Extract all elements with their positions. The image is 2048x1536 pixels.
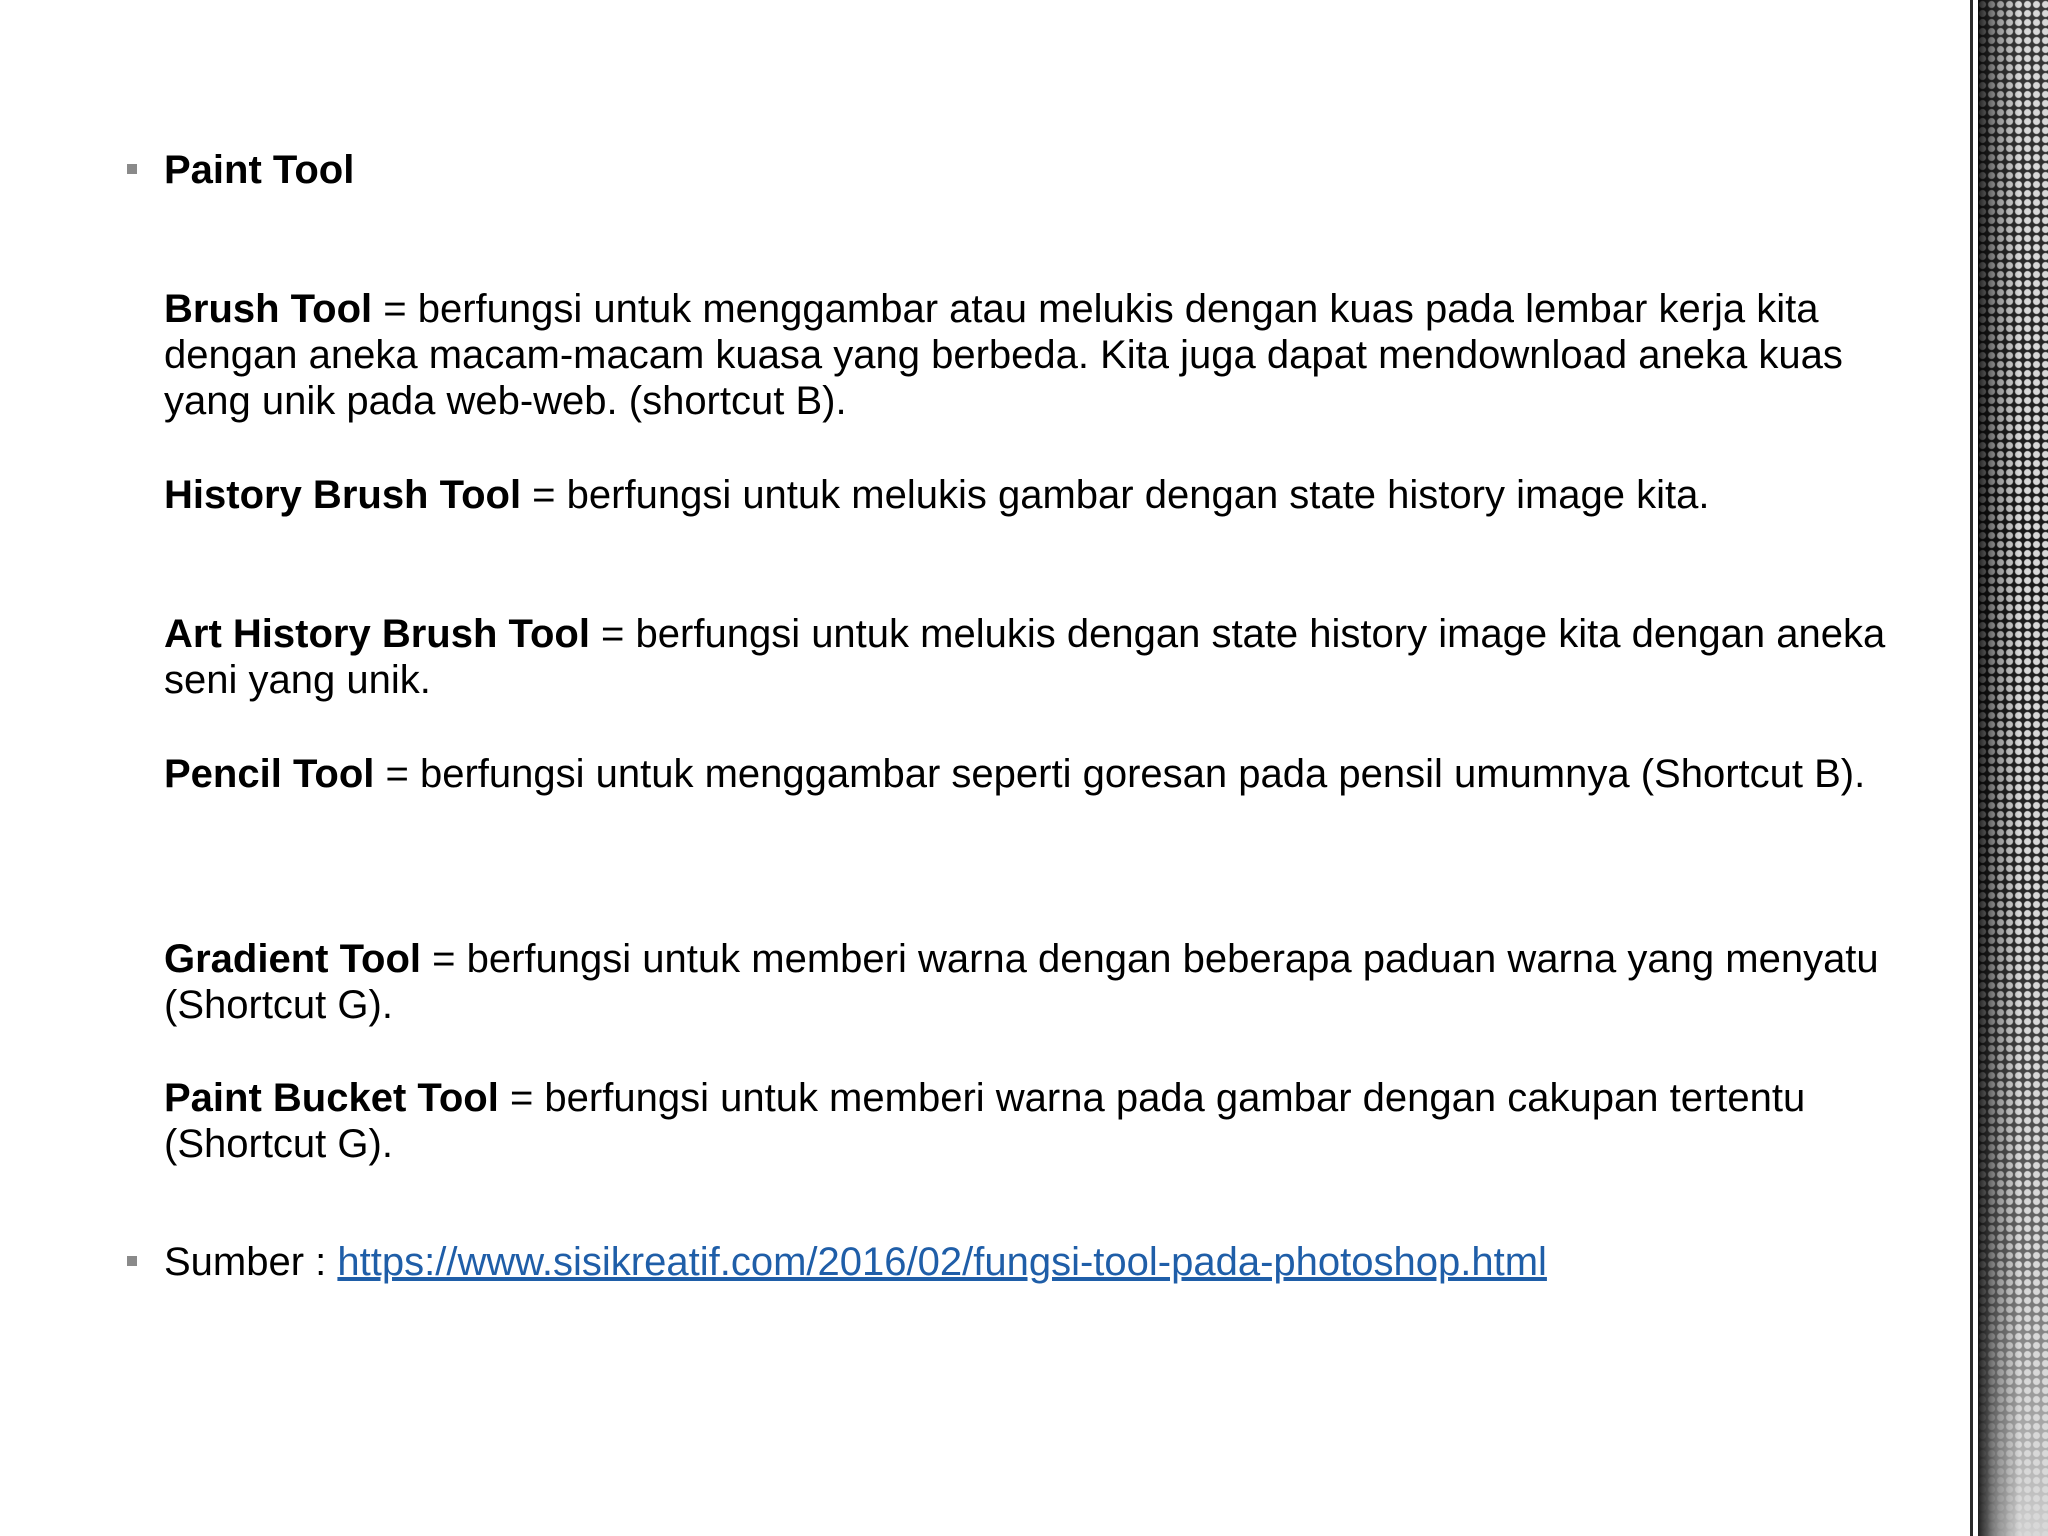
item-description: = berfungsi untuk menggambar atau melukis dengan kuas pada lembar kerja kita dengan aneka macam-macam kuasa yang berbeda. Kita juga dapat mendownload aneka kuas yang unik pada web-web. (shortcut B). <box>164 287 1843 423</box>
square-bullet-icon <box>127 164 137 174</box>
source-label: Sumber : <box>164 1240 338 1284</box>
section-heading: Paint Tool <box>164 148 355 192</box>
item-art-history-brush-tool <box>164 611 1904 703</box>
item-term: Pencil Tool <box>164 752 375 796</box>
item-description: = berfungsi untuk melukis gambar dengan state history image kita. <box>521 473 1710 517</box>
item-paint-bucket-tool <box>164 1075 1904 1167</box>
section-heading-row <box>127 146 354 194</box>
item-history-brush-tool <box>164 472 1904 518</box>
item-description: = berfungsi untuk memberi warna dengan beberapa paduan warna yang menyatu (Shortcut G). <box>164 937 1879 1027</box>
square-bullet-icon <box>127 1256 137 1266</box>
source-row <box>127 1238 1547 1286</box>
item-term: Art History Brush Tool <box>164 612 590 656</box>
source-link[interactable]: https://www.sisikreatif.com/2016/02/fungsi-tool-pada-photoshop.html <box>337 1240 1547 1284</box>
item-description: = berfungsi untuk menggambar seperti goresan pada pensil umumnya (Shortcut B). <box>374 752 1866 796</box>
item-term: Gradient Tool <box>164 937 422 981</box>
item-pencil-tool <box>164 751 1904 797</box>
decorative-divider <box>1970 0 1973 1536</box>
item-term: History Brush Tool <box>164 473 522 517</box>
item-brush-tool <box>164 286 1904 424</box>
item-description: = berfungsi untuk memberi warna pada gambar dengan cakupan tertentu (Shortcut G). <box>164 1076 1806 1166</box>
item-gradient-tool <box>164 936 1904 1028</box>
item-term: Brush Tool <box>164 287 373 331</box>
item-description: = berfungsi untuk melukis dengan state history image kita dengan aneka seni yang unik. <box>164 612 1886 702</box>
decorative-side-panel <box>1978 0 2048 1536</box>
item-term: Paint Bucket Tool <box>164 1076 499 1120</box>
